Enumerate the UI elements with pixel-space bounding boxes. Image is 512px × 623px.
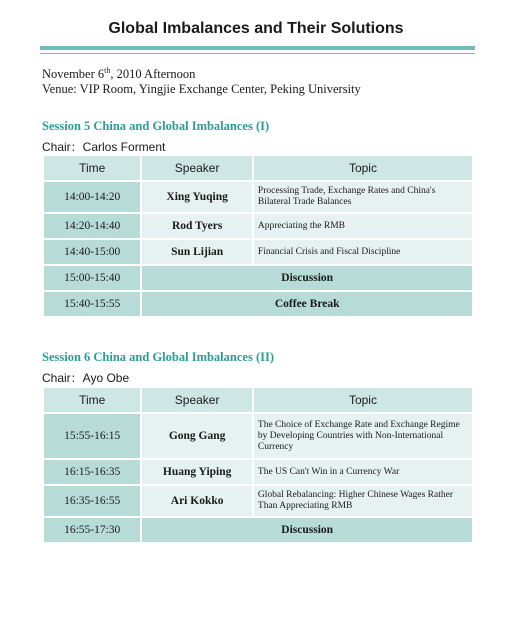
- table-row: [44, 518, 472, 542]
- row-topic: Processing Trade, Exchange Rates and China's Bilateral Trade Balances: [254, 182, 472, 212]
- row-topic: Financial Crisis and Fiscal Discipline: [254, 240, 472, 264]
- row-topic: The US Can't Win in a Currency War: [254, 460, 472, 484]
- table-row: [44, 486, 472, 516]
- header-topic: Topic: [254, 388, 472, 412]
- row-time: 16:15-16:35: [44, 460, 140, 484]
- page-title: Global Imbalances and Their Solutions: [108, 20, 404, 37]
- header-topic: Topic: [254, 156, 472, 180]
- row-topic: Global Rebalancing: Higher Chinese Wages Rather Than Appreciating RMB: [254, 486, 472, 516]
- table-row: [44, 414, 472, 458]
- table-row: [44, 182, 472, 212]
- row-speaker: Rod Tyers: [142, 214, 252, 238]
- row-time: 16:35-16:55: [44, 486, 140, 516]
- title-rule-thin: [40, 53, 475, 54]
- table-row: [44, 214, 472, 238]
- row-speaker: Xing Yuqing: [142, 182, 252, 212]
- row-speaker: Huang Yiping: [142, 460, 252, 484]
- row-topic: Appreciating the RMB: [254, 214, 472, 238]
- header-time: Time: [44, 156, 140, 180]
- row-time: 14:00-14:20: [44, 182, 140, 212]
- row-time: 15:00-15:40: [44, 266, 140, 290]
- header-speaker: Speaker: [142, 388, 252, 412]
- row-speaker: Ari Kokko: [142, 486, 252, 516]
- row-discussion: Discussion: [142, 266, 472, 290]
- title-rule-thick: [40, 46, 475, 50]
- venue-line: Venue: VIP Room, Yingjie Exchange Center, Peking University: [42, 82, 361, 96]
- date-line: [42, 66, 195, 82]
- table-row: [44, 240, 472, 264]
- row-speaker: Gong Gang: [142, 414, 252, 458]
- date-text: November 6: [42, 67, 105, 82]
- row-discussion: Discussion: [142, 518, 472, 542]
- date-ordinal: th: [104, 66, 111, 75]
- row-time: 14:20-14:40: [44, 214, 140, 238]
- row-coffee-break: Coffee Break: [142, 292, 472, 316]
- header-time: Time: [44, 388, 140, 412]
- session-6-heading: Session 6 China and Global Imbalances (II): [42, 350, 275, 364]
- session-6-chair: Chair：Ayo Obe: [42, 371, 130, 385]
- session-5-table: [42, 154, 474, 318]
- row-time: 15:40-15:55: [44, 292, 140, 316]
- row-time: 16:55-17:30: [44, 518, 140, 542]
- table-row: [44, 292, 472, 316]
- table-row: [44, 460, 472, 484]
- table-header-row: [44, 156, 472, 180]
- session-5-heading: Session 5 China and Global Imbalances (I): [42, 119, 270, 133]
- date-suffix: , 2010 Afternoon: [110, 67, 196, 82]
- table-header-row: [44, 388, 472, 412]
- row-time: 14:40-15:00: [44, 240, 140, 264]
- row-speaker: Sun Lijian: [142, 240, 252, 264]
- row-topic: The Choice of Exchange Rate and Exchange Regime by Developing Countries with Non-International Currency: [254, 414, 472, 458]
- header-speaker: Speaker: [142, 156, 252, 180]
- row-time: 15:55-16:15: [44, 414, 140, 458]
- session-5-chair: Chair：Carlos Forment: [42, 140, 166, 154]
- session-6-table: [42, 386, 474, 544]
- table-row: [44, 266, 472, 290]
